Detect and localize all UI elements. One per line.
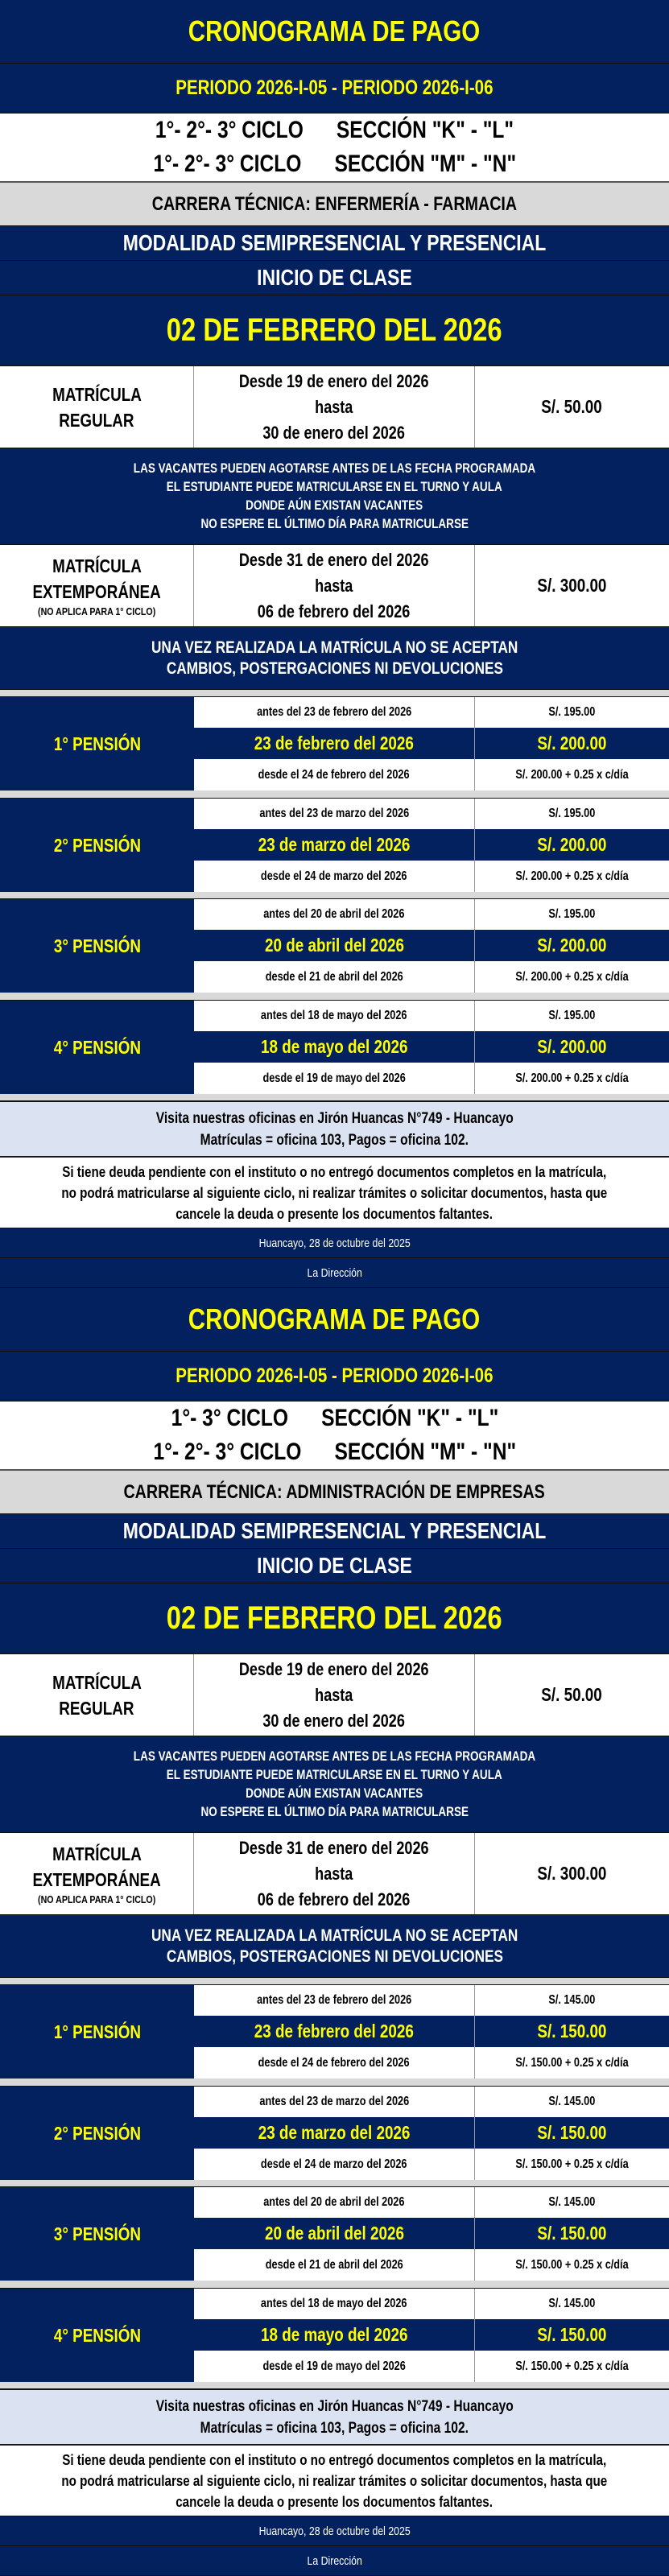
early-date: antes del 23 de febrero del 2026 [194,697,475,728]
ciclo-label: 1°- 3° CICLO [171,1405,288,1431]
modalidad-banner: MODALIDAD SEMIPRESENCIAL Y PRESENCIAL [0,1514,669,1549]
early-price: S/. 145.00 [475,2187,669,2218]
due-price: S/. 150.00 [475,2218,669,2249]
ciclos-sections [0,114,669,183]
early-price: S/. 195.00 [475,899,669,930]
ciclo-label: 1°- 2°- 3° CICLO [155,117,304,143]
late-price: S/. 150.00 + 0.25 x c/día [475,2249,669,2281]
ciclos-sections [0,1402,669,1471]
pension-label: 1° PENSIÓN [0,1985,194,2079]
ciclo-row [135,1402,535,1435]
signature: La Dirección [0,1258,669,1288]
ciclo-row [116,114,553,147]
early-date: antes del 20 de abril del 2026 [194,2187,475,2218]
office-info: Visita nuestras oficinas en Jirón Huancas N°749 - Huancayo Matrículas = oficina 103, Pagos = oficina 102. [0,2389,669,2445]
due-date: 20 de abril del 2026 [194,2218,475,2249]
signature: La Dirección [0,2546,669,2576]
matricula-regular-label: MATRÍCULA REGULAR [0,366,194,448]
early-price: S/. 195.00 [475,1001,669,1031]
periodo-banner: PERIODO 2026-I-05 - PERIODO 2026-I-06 [0,1352,669,1402]
inicio-clase-label: INICIO DE CLASE [0,1549,669,1583]
matricula-extemporanea-price: S/. 300.00 [537,575,607,596]
divider [0,690,669,697]
pension-block [0,2289,669,2382]
ciclo-row [114,147,556,181]
no-refund-notice: UNA VEZ REALIZADA LA MATRÍCULA NO SE ACEPTAN CAMBIOS, POSTERGACIONES NI DEVOLUCIONES [0,1915,669,1978]
divider [0,791,669,799]
pension-label: 1° PENSIÓN [0,697,194,791]
carrera-banner: CARRERA TÉCNICA: ENFERMERÍA - FARMACIA [0,183,669,226]
late-date: desde el 24 de marzo del 2026 [194,2149,475,2180]
late-price: S/. 200.00 + 0.25 x c/día [475,861,669,892]
due-price: S/. 200.00 [475,829,669,861]
pension-block [0,1985,669,2079]
issue-date: Huancayo, 28 de octubre del 2025 [0,1228,669,1258]
late-price: S/. 150.00 + 0.25 x c/día [475,2047,669,2079]
matricula-regular-row [0,1654,669,1736]
due-date: 23 de marzo del 2026 [194,2117,475,2149]
late-date: desde el 19 de mayo del 2026 [194,1063,475,1094]
ciclo-label: 1°- 2°- 3° CICLO [153,151,302,177]
early-price: S/. 145.00 [475,2289,669,2319]
matricula-extemporanea-price: S/. 300.00 [537,1863,607,1884]
late-date: desde el 21 de abril del 2026 [194,961,475,993]
inicio-clase-date: 02 DE FEBRERO DEL 2026 [0,1583,669,1654]
schedule-title: CRONOGRAMA DE PAGO [0,0,669,64]
matricula-regular-dates: Desde 19 de enero del 2026 hasta 30 de enero del 2026 [194,366,475,448]
pension-label: 4° PENSIÓN [0,2289,194,2382]
no-refund-notice: UNA VEZ REALIZADA LA MATRÍCULA NO SE ACEPTAN CAMBIOS, POSTERGACIONES NI DEVOLUCIONES [0,627,669,690]
periodo-banner: PERIODO 2026-I-05 - PERIODO 2026-I-06 [0,64,669,114]
modalidad-banner: MODALIDAD SEMIPRESENCIAL Y PRESENCIAL [0,226,669,261]
matricula-extemporanea-dates: Desde 31 de enero del 2026 hasta 06 de febrero del 2026 [194,545,475,626]
matricula-extemporanea-row [0,1833,669,1915]
pension-label: 2° PENSIÓN [0,799,194,892]
due-price: S/. 150.00 [475,2016,669,2047]
pension-label: 4° PENSIÓN [0,1001,194,1094]
due-date: 18 de mayo del 2026 [194,2319,475,2351]
vacantes-notice: LAS VACANTES PUEDEN AGOTARSE ANTES DE LAS FECHA PROGRAMADA EL ESTUDIANTE PUEDE MATRICULARSE EN EL TURNO Y AULA DONDE AÚN EXISTAN VACANTES NO ESPERE EL ÚLTIMO DÍA PARA MATRICULARSE [0,1736,669,1833]
early-date: antes del 20 de abril del 2026 [194,899,475,930]
carrera-banner: CARRERA TÉCNICA: ADMINISTRACIÓN DE EMPRESAS [0,1471,669,1514]
due-price: S/. 150.00 [475,2117,669,2149]
due-date: 23 de febrero del 2026 [194,2016,475,2047]
matricula-extemporanea-label: MATRÍCULA EXTEMPORÁNEA (NO APLICA PARA 1° CICLO) [0,545,194,626]
office-info: Visita nuestras oficinas en Jirón Huancas N°749 - Huancayo Matrículas = oficina 103, Pagos = oficina 102. [0,1101,669,1157]
late-price: S/. 150.00 + 0.25 x c/día [475,2351,669,2382]
matricula-extemporanea-dates: Desde 31 de enero del 2026 hasta 06 de febrero del 2026 [194,1833,475,1914]
matricula-regular-price: S/. 50.00 [541,1684,603,1705]
divider [0,2281,669,2289]
late-price: S/. 200.00 + 0.25 x c/día [475,759,669,791]
vacantes-notice: LAS VACANTES PUEDEN AGOTARSE ANTES DE LAS FECHA PROGRAMADA EL ESTUDIANTE PUEDE MATRICULARSE EN EL TURNO Y AULA DONDE AÚN EXISTAN VACANTES NO ESPERE EL ÚLTIMO DÍA PARA MATRICULARSE [0,448,669,545]
due-price: S/. 200.00 [475,1031,669,1063]
divider [0,993,669,1001]
early-date: antes del 23 de febrero del 2026 [194,1985,475,2016]
pension-block [0,697,669,791]
seccion-label: SECCIÓN "M" - "N" [334,151,516,177]
divider [0,2180,669,2187]
matricula-regular-dates: Desde 19 de enero del 2026 hasta 30 de enero del 2026 [194,1654,475,1736]
pension-block [0,899,669,993]
matricula-extemporanea-row [0,545,669,627]
divider [0,2382,669,2389]
divider [0,1094,669,1101]
early-price: S/. 195.00 [475,697,669,728]
seccion-label: SECCIÓN "K" - "L" [320,1405,498,1431]
due-date: 20 de abril del 2026 [194,930,475,961]
ciclo-label: 1°- 2°- 3° CICLO [153,1439,302,1465]
matricula-extemporanea-label: MATRÍCULA EXTEMPORÁNEA (NO APLICA PARA 1° CICLO) [0,1833,194,1914]
issue-date: Huancayo, 28 de octubre del 2025 [0,2516,669,2546]
ciclo-row [114,1435,556,1469]
debt-warning: Si tiene deuda pendiente con el instituto o no entregó documentos completos en la matrícula, no podrá matricularse al siguiente ciclo, ni realizar trámites o solicitar documentos, hasta que cancele la deuda o presente los documentos faltantes. [0,2445,669,2516]
early-date: antes del 18 de mayo del 2026 [194,1001,475,1031]
late-price: S/. 200.00 + 0.25 x c/día [475,961,669,993]
early-date: antes del 23 de marzo del 2026 [194,799,475,829]
pension-label: 3° PENSIÓN [0,2187,194,2281]
pension-label: 3° PENSIÓN [0,899,194,993]
seccion-label: SECCIÓN "M" - "N" [334,1439,516,1465]
due-date: 23 de febrero del 2026 [194,728,475,759]
pension-block [0,1001,669,1094]
early-price: S/. 195.00 [475,799,669,829]
early-price: S/. 145.00 [475,1985,669,2016]
due-price: S/. 200.00 [475,930,669,961]
late-date: desde el 24 de marzo del 2026 [194,861,475,892]
matricula-regular-price: S/. 50.00 [541,396,603,417]
late-date: desde el 24 de febrero del 2026 [194,759,475,791]
due-price: S/. 200.00 [475,728,669,759]
early-price: S/. 145.00 [475,2087,669,2117]
inicio-clase-label: INICIO DE CLASE [0,261,669,295]
divider [0,1978,669,1985]
due-price: S/. 150.00 [475,2319,669,2351]
schedule-title: CRONOGRAMA DE PAGO [0,1288,669,1352]
pension-block [0,2087,669,2180]
late-price: S/. 200.00 + 0.25 x c/día [475,1063,669,1094]
due-date: 23 de marzo del 2026 [194,829,475,861]
debt-warning: Si tiene deuda pendiente con el instituto o no entregó documentos completos en la matrícula, no podrá matricularse al siguiente ciclo, ni realizar trámites o solicitar documentos, hasta que cancele la deuda o presente los documentos faltantes. [0,1157,669,1228]
divider [0,2079,669,2087]
divider [0,892,669,899]
due-date: 18 de mayo del 2026 [194,1031,475,1063]
late-date: desde el 19 de mayo del 2026 [194,2351,475,2382]
late-date: desde el 21 de abril del 2026 [194,2249,475,2281]
pension-label: 2° PENSIÓN [0,2087,194,2180]
schedule-sheet-2 [0,1288,669,2576]
inicio-clase-date: 02 DE FEBRERO DEL 2026 [0,295,669,366]
matricula-regular-label: MATRÍCULA REGULAR [0,1654,194,1736]
late-price: S/. 150.00 + 0.25 x c/día [475,2149,669,2180]
pension-block [0,799,669,892]
early-date: antes del 23 de marzo del 2026 [194,2087,475,2117]
seccion-label: SECCIÓN "K" - "L" [336,117,514,143]
pension-block [0,2187,669,2281]
late-date: desde el 24 de febrero del 2026 [194,2047,475,2079]
matricula-regular-row [0,366,669,448]
early-date: antes del 18 de mayo del 2026 [194,2289,475,2319]
